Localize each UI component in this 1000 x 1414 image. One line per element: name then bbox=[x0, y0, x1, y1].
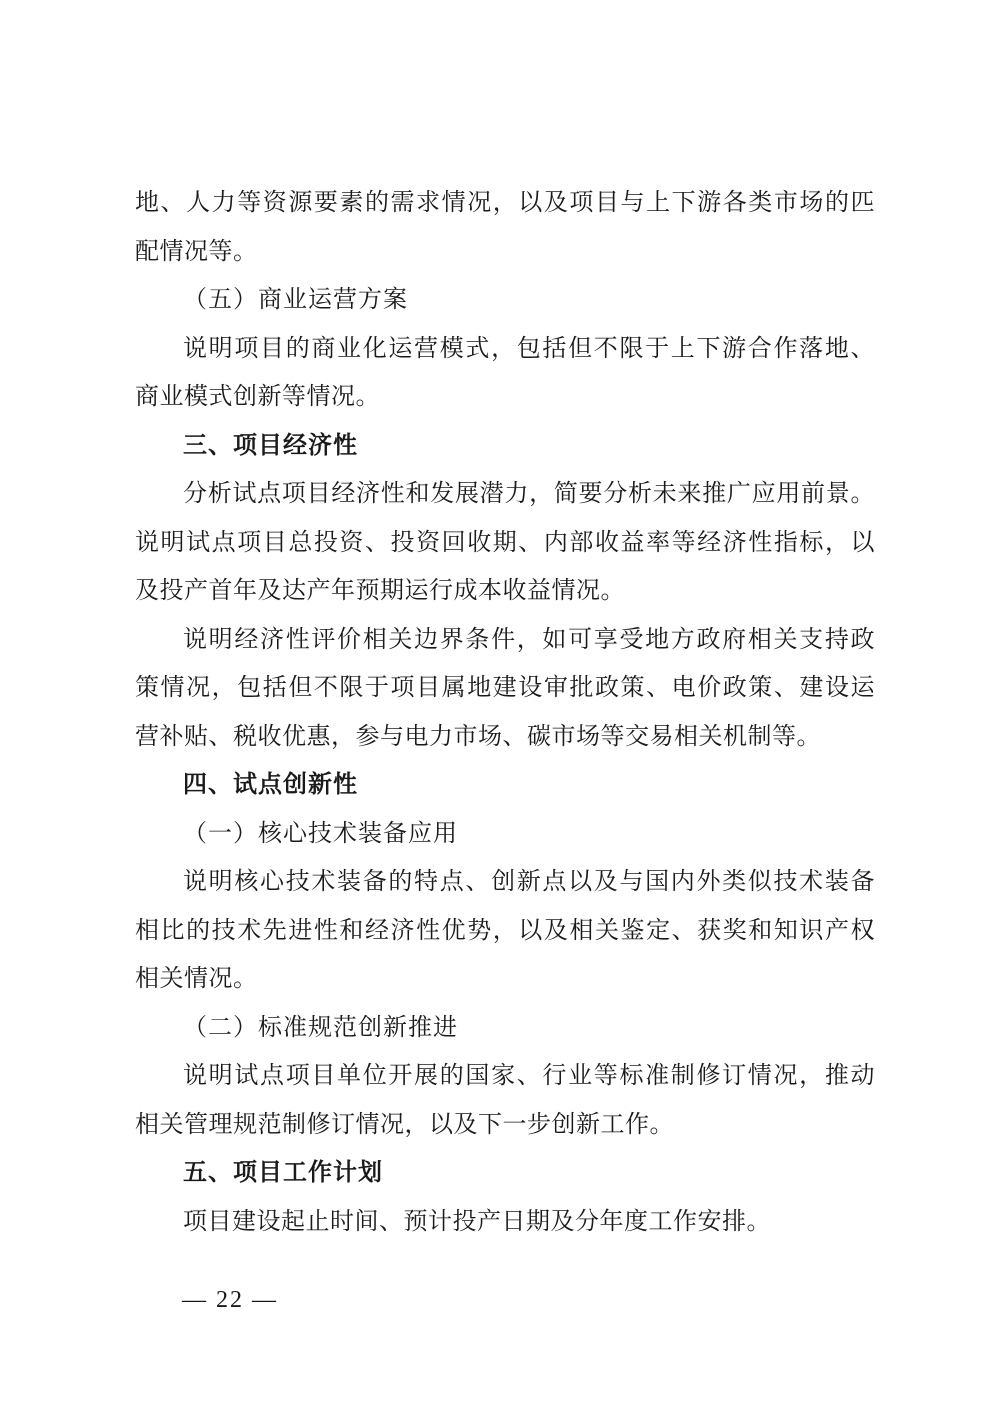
section-heading: 四、试点创新性 bbox=[183, 770, 358, 798]
paragraph-line: 说明项目的商业化运营模式，包括但不限于上下游合作落地、 bbox=[183, 333, 875, 362]
document-body bbox=[135, 178, 875, 1245]
paragraph-line: 相比的技术先进性和经济性优势，以及相关鉴定、获奖和知识产权 bbox=[135, 915, 875, 944]
paragraph-line: 说明试点项目总投资、投资回收期、内部收益率等经济性指标，以 bbox=[135, 527, 875, 556]
subsection-heading: （五）商业运营方案 bbox=[183, 285, 408, 313]
paragraph-line: 说明核心技术装备的特点、创新点以及与国内外类似技术装备 bbox=[183, 867, 875, 895]
paragraph-line: 商业模式创新等情况。 bbox=[135, 382, 380, 410]
paragraph-line: 营补贴、税收优惠，参与电力市场、碳市场等交易相关机制等。 bbox=[135, 721, 821, 750]
paragraph-line: 相关管理规范制修订情况，以及下一步创新工作。 bbox=[135, 1109, 674, 1138]
paragraph-line: 相关情况。 bbox=[135, 964, 258, 992]
section-heading: 三、项目经济性 bbox=[183, 430, 358, 459]
paragraph-line: 分析试点项目经济性和发展潜力，简要分析未来推广应用前景。 bbox=[183, 479, 875, 507]
paragraph-line: 及投产首年及达产年预期运行成本收益情况。 bbox=[135, 576, 625, 604]
subsection-heading: （二）标准规范创新推进 bbox=[183, 1012, 458, 1041]
page-number: — 22 — bbox=[182, 1287, 278, 1313]
paragraph-line: 地、人力等资源要素的需求情况，以及项目与上下游各类市场的匹 bbox=[135, 188, 875, 216]
subsection-heading: （一）核心技术装备应用 bbox=[183, 818, 458, 847]
paragraph-line: 配情况等。 bbox=[135, 236, 258, 265]
paragraph-line: 策情况，包括但不限于项目属地建设审批政策、电价政策、建设运 bbox=[135, 673, 875, 701]
paragraph-line: 说明经济性评价相关边界条件，如可享受地方政府相关支持政 bbox=[183, 624, 875, 653]
paragraph-line: 项目建设起止时间、预计投产日期及分年度工作安排。 bbox=[183, 1206, 771, 1235]
paragraph-line: 说明试点项目单位开展的国家、行业等标准制修订情况，推动 bbox=[183, 1061, 875, 1089]
section-heading: 五、项目工作计划 bbox=[183, 1158, 383, 1186]
